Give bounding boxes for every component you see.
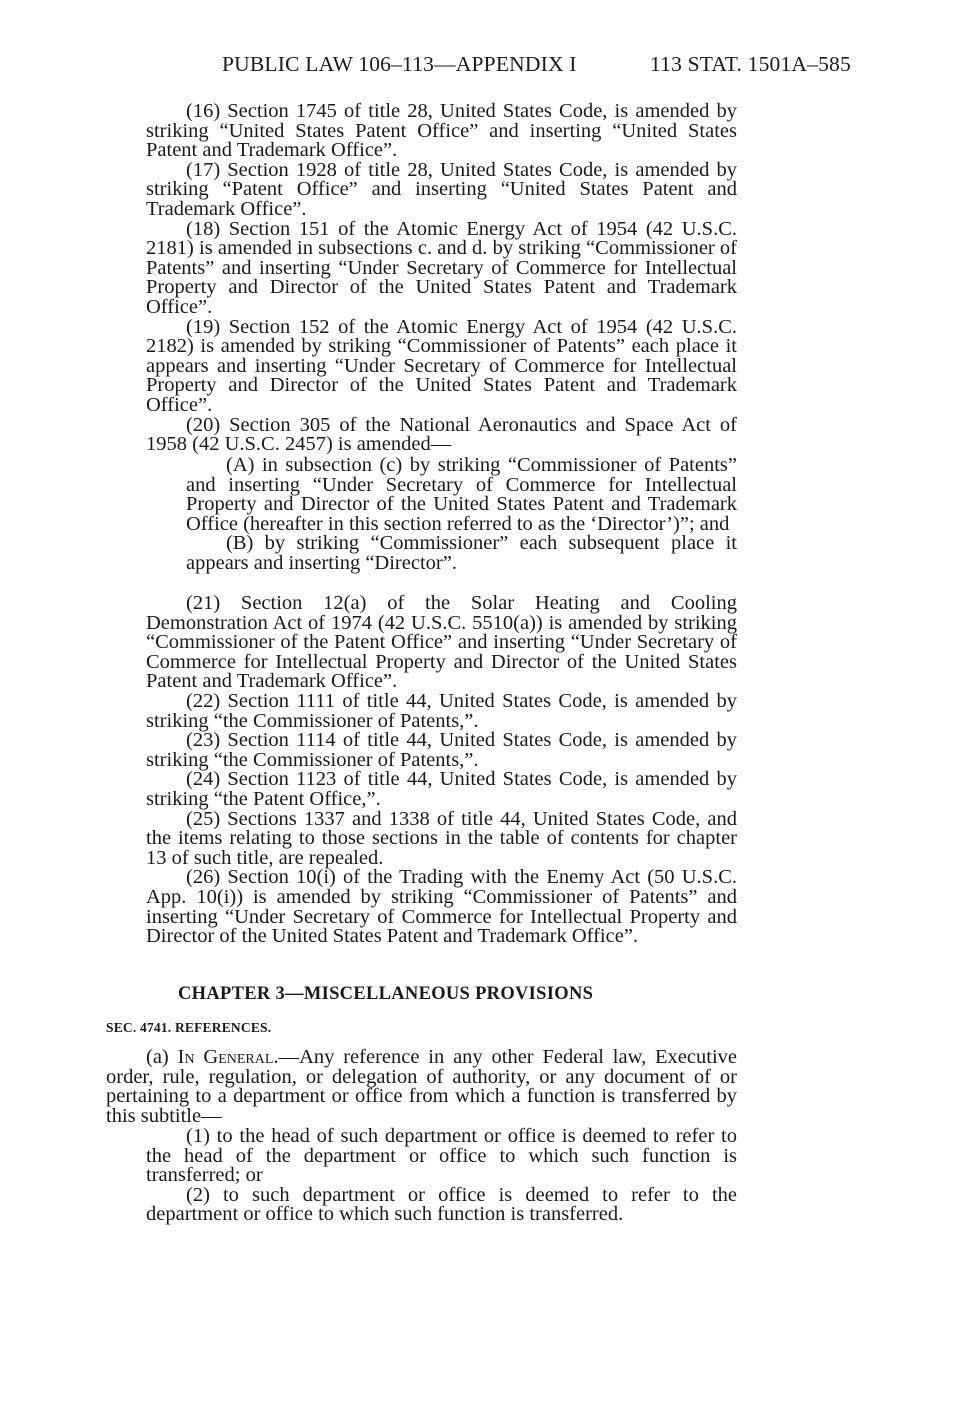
header-law-title: PUBLIC LAW 106–113—APPENDIX I	[222, 52, 577, 76]
subparagraph-a: (A) in subsection (c) by striking “Commissioner of Patents” and inserting “Under Secretary of Commerce for Intellectual Property and Director of the United States Patent and Trademark Office (hereafter in this section referred to as the ‘Director’)”; and	[186, 454, 737, 535]
subsection-a-label: (a)	[146, 1046, 169, 1068]
paragraph-20: (20) Section 305 of the National Aeronautics and Space Act of 1958 (42 U.S.C. 2457) is amended—	[146, 413, 737, 456]
paragraph-17: (17) Section 1928 of title 28, United States Code, is amended by striking “Patent Office” and inserting “United States Patent and Trademark Office”.	[146, 158, 737, 220]
clause-2: (2) to such department or office is deemed to refer to the department or office to which such function is transferred.	[146, 1183, 737, 1226]
subsection-a-clauses	[146, 1127, 737, 1225]
amendments-16-to-20	[146, 102, 737, 455]
paragraph-16: (16) Section 1745 of title 28, United States Code, is amended by striking “United States Patent Office” and inserting “United States Patent and Trademark Office”.	[146, 100, 737, 162]
subsection-a-paragraph: (a) In General.—Any reference in any other Federal law, Executive order, rule, regulation, or delegation of authority, or any document of or pertaining to a department or office from which a function is transferred by this subtitle—	[106, 1046, 737, 1127]
subsection-a-heading: In General	[177, 1046, 274, 1068]
subparagraph-b: (B) by striking “Commissioner” each subsequent place it appears and inserting “Director”.	[186, 532, 737, 574]
paragraph-19: (19) Section 152 of the Atomic Energy Act of 1954 (42 U.S.C. 2182) is amended by striking “Commissioner of Patents” each place it appears and inserting “Under Secretary of Commerce for Intellectual Property and Director of the United States Patent and Trademark Office”.	[146, 315, 737, 416]
paragraph-23: (23) Section 1114 of title 44, United States Code, is amended by striking “the Commissioner of Patents,”.	[146, 729, 737, 771]
subsection-a	[106, 1048, 737, 1126]
chapter-heading: CHAPTER 3—MISCELLANEOUS PROVISIONS	[178, 984, 594, 1004]
amendments-21-to-26	[146, 594, 737, 947]
paragraph-21: (21) Section 12(a) of the Solar Heating and Cooling Demonstration Act of 1974 (42 U.S.C. 5510(a)) is amended by striking “Commissioner of the Patent Office” and inserting “Under Secretary of Commerce for Intellectual Property and Director of the United States Patent and Trademark Office”.	[146, 592, 737, 693]
paragraph-25: (25) Sections 1337 and 1338 of title 44, United States Code, and the items relating to those sections in the table of contents for chapter 13 of such title, are repealed.	[146, 807, 737, 869]
clause-1: (1) to the head of such department or office is deemed to refer to the head of the department or office to which such function is transferred; or	[146, 1125, 737, 1187]
paragraph-24: (24) Section 1123 of title 44, United States Code, is amended by striking “the Patent Office,”.	[146, 768, 737, 810]
paragraph-20-subparagraphs	[186, 456, 737, 574]
header-statute-citation: 113 STAT. 1501A–585	[650, 52, 851, 76]
subsection-a-text: —Any reference in any other Federal law, Executive order, rule, regulation, or delegation of authority, or any document of or pertaining to a department or office from which a function is transferred by this subtitle—	[106, 1046, 737, 1127]
paragraph-26: (26) Section 10(i) of the Trading with the Enemy Act (50 U.S.C. App. 10(i)) is amended by striking “Commissioner of Patents” and inserting “Under Secretary of Commerce for Intellectual Property and Director of the United States Patent and Trademark Office”.	[146, 866, 737, 948]
paragraph-18: (18) Section 151 of the Atomic Energy Act of 1954 (42 U.S.C. 2181) is amended in subsections c. and d. by striking “Commissioner of Patents” and inserting “Under Secretary of Commerce for Intellectual Property and Director of the United States Patent and Trademark Office”.	[146, 217, 737, 318]
section-heading: SEC. 4741. REFERENCES.	[106, 1020, 272, 1035]
paragraph-22: (22) Section 1111 of title 44, United States Code, is amended by striking “the Commissioner of Patents,”.	[146, 689, 737, 732]
